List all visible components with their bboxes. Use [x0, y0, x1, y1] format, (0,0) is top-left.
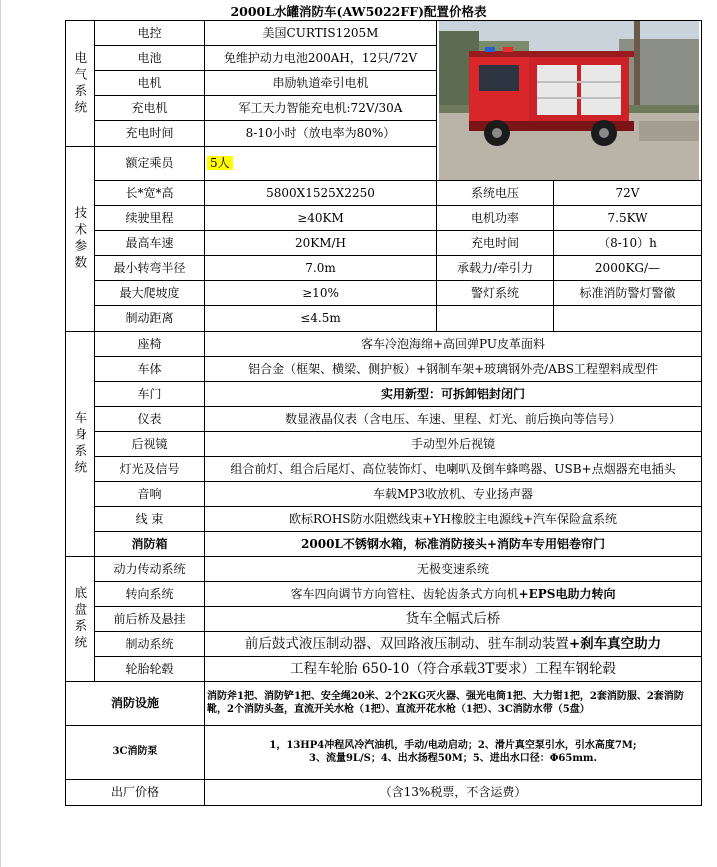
- fire-pump-value: [205, 726, 702, 780]
- row-label: 灯光及信号: [95, 457, 205, 482]
- row-label: 车门: [95, 382, 205, 407]
- row-label: 制动距离: [95, 306, 205, 332]
- table-row: [66, 281, 702, 306]
- row-label-2: 充电时间: [437, 231, 554, 256]
- row-value: [205, 147, 437, 181]
- row-value: ≥40KM: [205, 206, 437, 231]
- table-row: [66, 231, 702, 256]
- row-value: 军工天力智能充电机:72V/30A: [205, 96, 437, 121]
- fire-equipment-value: 消防斧1把、消防铲1把、安全绳20米、2个2KG灭火器、强光电筒1把、大力钳1把，2套消防服、2套消防靴，2个消防头盔，直流开关水枪（1把）、直流开花水枪（1把）、3C消防水带（5盘）: [205, 682, 702, 726]
- row-label: 最高车速: [95, 231, 205, 256]
- empty-cell: [437, 306, 554, 332]
- row-value: ≥10%: [205, 281, 437, 306]
- table-row: [66, 306, 702, 332]
- row-value: 20KM/H: [205, 231, 437, 256]
- table-row: [66, 382, 702, 407]
- section-technical: 技术参数: [66, 147, 95, 332]
- price-label: 出厂价格: [66, 780, 205, 806]
- row-value: 7.0m: [205, 256, 437, 281]
- table-row: [66, 632, 702, 657]
- table-row: [66, 532, 702, 557]
- row-value-2: 2000KG/—: [554, 256, 702, 281]
- row-label: 车体: [95, 357, 205, 382]
- row-value: ≤4.5m: [205, 306, 437, 332]
- price-value: （含13%税票，不含运费）: [205, 780, 702, 806]
- row-label: 座椅: [95, 332, 205, 357]
- table-row: [66, 726, 702, 780]
- row-value: 铝合金（框架、横梁、侧护板）+钢制车架+玻璃钢外壳/ABS工程塑料成型件: [205, 357, 702, 382]
- spec-table: [65, 20, 702, 806]
- fire-equipment-label: 消防设施: [66, 682, 205, 726]
- brake-vacuum: +刹车真空助力: [568, 635, 662, 652]
- row-label: 消防箱: [95, 532, 205, 557]
- fire-pump-label: 3C消防泵: [66, 726, 205, 780]
- row-value: 串励轨道牵引电机: [205, 71, 437, 96]
- page-title: 2000L水罐消防车(AW5022FF)配置价格表: [230, 4, 487, 19]
- table-row: [66, 582, 702, 607]
- table-row: [66, 332, 702, 357]
- section-chassis: 底盘系统: [66, 557, 95, 682]
- steering-text: 客车四向调节方向管柱、齿轮齿条式方向机: [290, 586, 519, 601]
- fire-pump-line-2: 3、流量9L/S；4、出水扬程50M；5、进出水口径：Φ65mm.: [309, 752, 597, 764]
- row-value-2: （8-10）h: [554, 231, 702, 256]
- row-label-2: 警灯系统: [437, 281, 554, 306]
- row-value: 工程车轮胎 650-10（符合承载3T要求）工程车钢轮毂: [205, 657, 702, 682]
- table-row: [66, 407, 702, 432]
- row-value: 车载MP3收放机、专业扬声器: [205, 482, 702, 507]
- row-value-2: 72V: [554, 181, 702, 206]
- row-value: 免维护动力电池200AH，12只/72V: [205, 46, 437, 71]
- fire-truck-image: [439, 21, 699, 180]
- section-body: 车身系统: [66, 332, 95, 557]
- table-row: [66, 657, 702, 682]
- table-row: [66, 206, 702, 231]
- row-label-2: 电机功率: [437, 206, 554, 231]
- section-electrical: 电气系统: [66, 21, 95, 147]
- row-label: 前后桥及悬挂: [95, 607, 205, 632]
- row-label: 长*宽*高: [95, 181, 205, 206]
- row-label-2: 系统电压: [437, 181, 554, 206]
- table-row: [66, 682, 702, 726]
- row-label: 线 束: [95, 507, 205, 532]
- row-label: 最大爬坡度: [95, 281, 205, 306]
- table-row: [66, 432, 702, 457]
- empty-cell: [554, 306, 702, 332]
- row-label: 电池: [95, 46, 205, 71]
- row-label: 最小转弯半径: [95, 256, 205, 281]
- table-row: [66, 256, 702, 281]
- fire-pump-line-1: 1，13HP4冲程风冷汽油机，手动/电动启动；2、滑片真空泵引水，引水高度7M;: [269, 740, 637, 751]
- table-row: [66, 21, 702, 46]
- row-label-2: 承载力/牵引力: [437, 256, 554, 281]
- row-value: 实用新型：可拆卸铝封闭门: [205, 382, 702, 407]
- row-label: 充电机: [95, 96, 205, 121]
- row-label: 充电时间: [95, 121, 205, 147]
- row-value: 客车冷泡海绵+高回弹PU皮革面料: [205, 332, 702, 357]
- steering-eps: +EPS电助力转向: [518, 586, 616, 601]
- row-value: 手动型外后视镜: [205, 432, 702, 457]
- table-row: [66, 357, 702, 382]
- row-label: 电机: [95, 71, 205, 96]
- row-value: [205, 582, 702, 607]
- table-row: [66, 482, 702, 507]
- table-row: [66, 780, 702, 806]
- row-label: 动力传动系统: [95, 557, 205, 582]
- row-value: 数显液晶仪表（含电压、车速、里程、灯光、前后换向等信号）: [205, 407, 702, 432]
- row-value: 5800X1525X2250: [205, 181, 437, 206]
- row-value: 欧标ROHS防水阻燃线束+YH橡胶主电源线+汽车保险盒系统: [205, 507, 702, 532]
- brake-text: 前后鼓式液压制动器、双回路液压制动、驻车制动装置: [244, 635, 569, 652]
- row-label: 轮胎轮毂: [95, 657, 205, 682]
- table-row: [66, 557, 702, 582]
- table-row: [66, 607, 702, 632]
- row-label: 制动系统: [95, 632, 205, 657]
- passenger-count: 5人: [207, 156, 233, 170]
- row-label: 续驶里程: [95, 206, 205, 231]
- row-label: 仪表: [95, 407, 205, 432]
- table-row: [66, 457, 702, 482]
- row-value-2: 标准消防警灯警徽: [554, 281, 702, 306]
- table-row: [66, 507, 702, 532]
- row-label: 音响: [95, 482, 205, 507]
- row-value: 无极变速系统: [205, 557, 702, 582]
- row-value: 组合前灯、组合后尾灯、高位装饰灯、电喇叭及倒车蜂鸣器、USB+点烟器充电插头: [205, 457, 702, 482]
- table-row: [66, 181, 702, 206]
- row-label: 后视镜: [95, 432, 205, 457]
- row-value: [205, 632, 702, 657]
- row-value: 美国CURTIS1205M: [205, 21, 437, 46]
- row-value: 货车全幅式后桥: [205, 607, 702, 632]
- row-value: 2000L不锈钢水箱，标准消防接头+消防车专用铝卷帘门: [205, 532, 702, 557]
- row-label: 电控: [95, 21, 205, 46]
- row-value: 8-10小时（放电率为80%）: [205, 121, 437, 147]
- page-left-edge: [0, 0, 1, 867]
- row-label: 额定乘员: [95, 147, 205, 181]
- row-value-2: 7.5KW: [554, 206, 702, 231]
- truck-photo: [437, 21, 702, 181]
- row-label: 转向系统: [95, 582, 205, 607]
